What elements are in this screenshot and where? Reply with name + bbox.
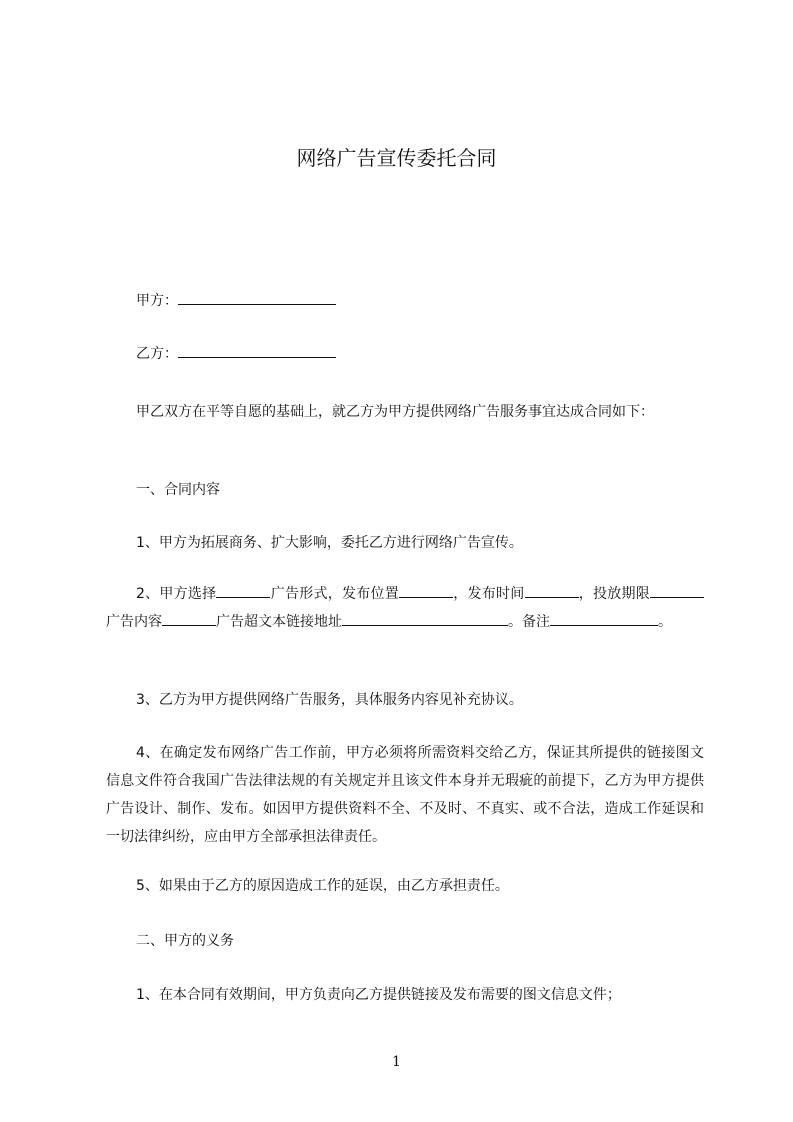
party-b-label: 乙方： — [136, 346, 178, 362]
clause-1-2-text-5: 广告超文本链接地址 — [216, 614, 342, 630]
clause-1-2-text-3: ，投放期限 — [578, 586, 651, 602]
ad-type-blank — [216, 583, 270, 598]
content-blank — [162, 611, 216, 626]
period-blank — [650, 583, 704, 598]
clause-1-2-text-1: 广告形式，发布位置 — [270, 586, 399, 602]
clause-1-4: 4、在确定发布网络广告工作前，甲方必须将所需资料交给乙方，保证其所提供的链接图文信息文件符合我国广告法律法规的有关规定并且该文件本身并无瑕疵的前提下，乙方为甲方提供广告设计、制作、发布。如因甲方提供资料不全、不及时、不真实、或不合法，造成工作延误和一切法律纠纷，应由甲方全部承担法律责任。 — [106, 745, 704, 845]
time-blank — [525, 583, 579, 598]
section-2-heading: 二、甲方的义务 — [136, 933, 234, 949]
clause-1-5: 5、如果由于乙方的原因造成工作的延误，由乙方承担责任。 — [136, 878, 509, 894]
clause-1-2 — [106, 580, 704, 636]
page-number: 1 — [392, 1054, 401, 1070]
clause-1-3: 3、乙方为甲方提供网络广告服务，具体服务内容见补充协议。 — [136, 692, 523, 708]
party-b-blank — [178, 343, 336, 358]
clause-2-1: 1、在本合同有效期间，甲方负责向乙方提供链接及发布需要的图文信息文件； — [136, 987, 621, 1003]
document-title: 网络广告宣传委托合同 — [296, 146, 497, 170]
clause-1-1: 1、甲方为拓展商务、扩大影响，委托乙方进行网络广告宣传。 — [136, 535, 523, 551]
party-b-line — [136, 340, 736, 368]
party-a-line — [136, 287, 736, 315]
party-a-label: 甲方： — [136, 293, 178, 309]
clause-1-2-end: 。 — [658, 614, 672, 630]
intro-paragraph: 甲乙双方在平等自愿的基础上，就乙方为甲方提供网络广告服务事宜达成合同如下： — [136, 404, 654, 420]
clause-1-2-text-2: ，发布时间 — [452, 586, 525, 602]
clause-1-2-text-6: 。备注 — [508, 614, 550, 630]
position-blank — [399, 583, 453, 598]
remark-blank — [550, 611, 658, 626]
party-a-blank — [178, 290, 336, 305]
link-url-blank — [342, 611, 508, 626]
clause-1-2-text-4: 广告内容 — [106, 614, 162, 630]
clause-1-2-prefix: 2、甲方选择 — [136, 586, 217, 602]
section-1-heading: 一、合同内容 — [136, 482, 220, 498]
